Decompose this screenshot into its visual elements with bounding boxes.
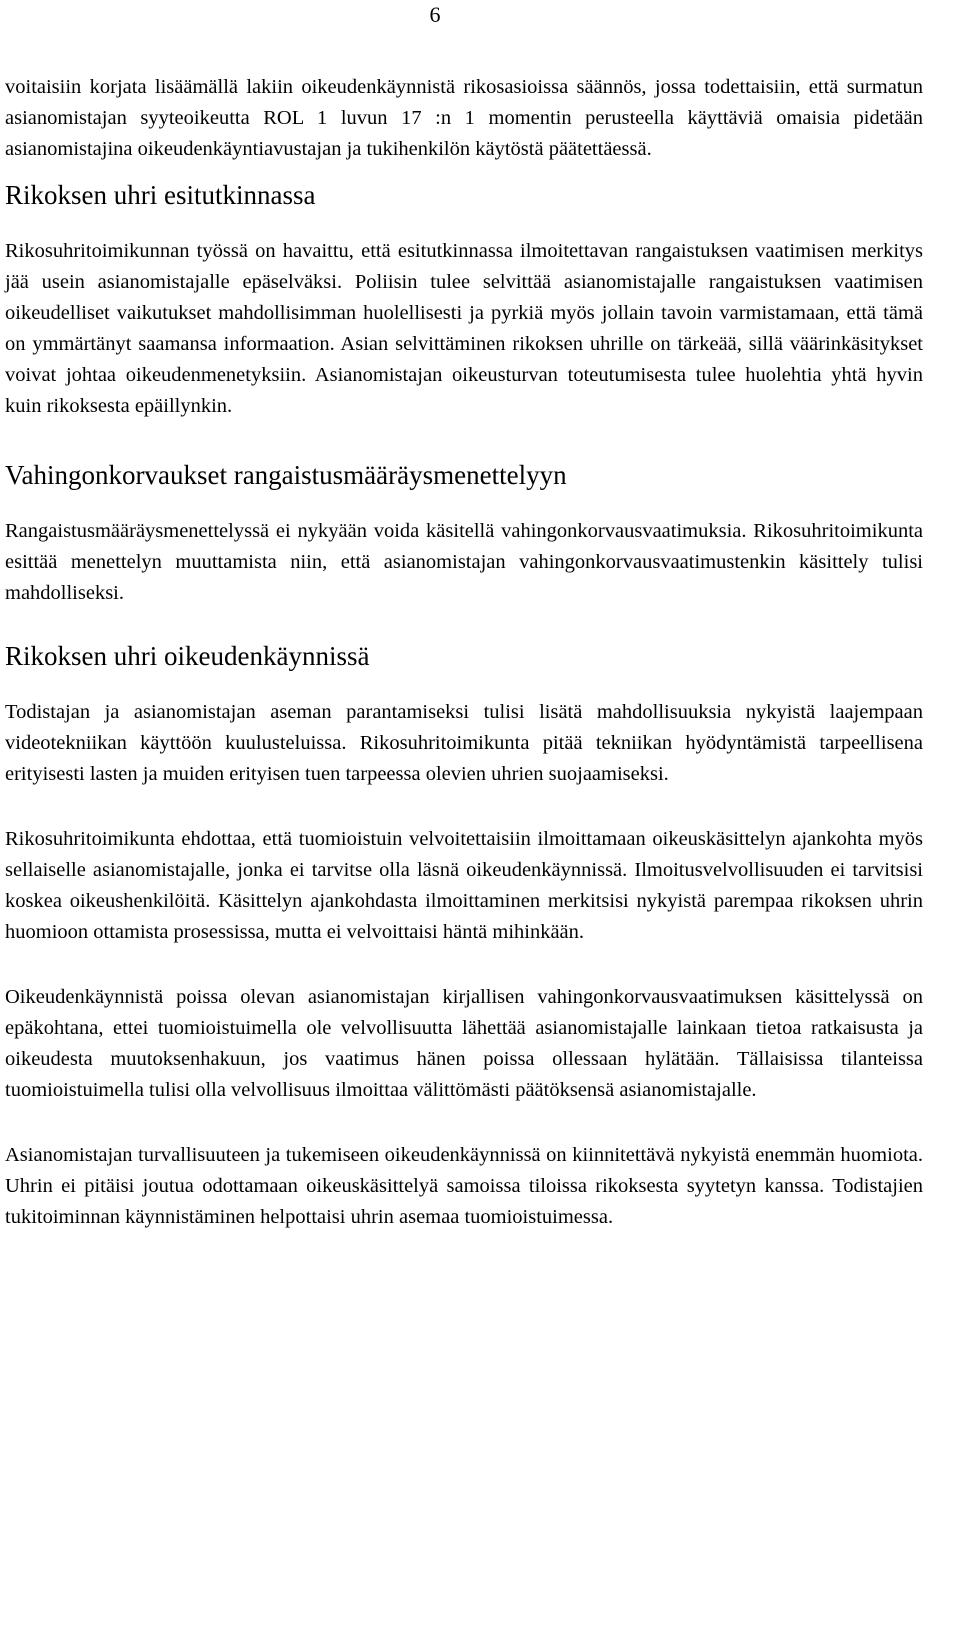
oikeudenkaynti-paragraph-1: Todistajan ja asianomistajan aseman parantamiseksi tulisi lisätä mahdollisuuksia nykyistä laajempaan videotekniikan käyttöön kuulusteluissa. Rikosuhritoimikunta pitää tekniikan hyödyntämistä tarpeellisena erityisesti lasten ja muiden erityisen tuen tarpeessa olevien uhrien suojaamiseksi. <box>5 701 923 785</box>
page-number: 6 <box>429 2 441 27</box>
section-heading-esitutkinta: Rikoksen uhri esitutkinnassa <box>5 180 316 210</box>
esitutkinta-paragraph: Rikosuhritoimikunnan työssä on havaittu, että esitutkinnassa ilmoitettavan rangaistuksen vaatimisen merkitys jää usein asianomistajalle epäselväksi. Poliisin tulee selvittää asianomistajalle rangaistuksen vaatimisen oikeudelliset vaikutukset mahdollisimman huolellisesti ja pyrkiä myös jollain tavoin varmistamaan, että tämä on ymmärtänyt saamansa informaation. Asian selvittäminen rikoksen uhrille on tärkeää, sillä väärinkäsitykset voivat johtaa oikeudenmenetyksiin. Asianomistajan oikeusturvan toteutumisesta tulee huolehtia yhtä hyvin kuin rikoksesta epäillynkin. <box>5 240 923 417</box>
section-heading-oikeudenkaynti: Rikoksen uhri oikeudenkäynnissä <box>5 641 370 671</box>
document-body <box>5 72 923 1233</box>
oikeudenkaynti-paragraph-4: Asianomistajan turvallisuuteen ja tukemiseen oikeudenkäynnissä on kiinnitettävä nykyistä enemmän huomiota. Uhrin ei pitäisi joutua odottamaan oikeuskäsittelyä samoissa tiloissa rikoksesta syytetyn kanssa. Todistajien tukitoiminnan käynnistäminen helpottaisi uhrin asemaa tuomioistuimessa. <box>5 1144 923 1228</box>
oikeudenkaynti-paragraph-3: Oikeudenkäynnistä poissa olevan asianomistajan kirjallisen vahingonkorvausvaatimuksen käsittelyssä on epäkohtana, ettei tuomioistuimella ole velvollisuutta lähettää asianomistajalle lainkaan tietoa ratkaisusta ja oikeudesta muutoksenhakuun, jos vaatimus hänen poissa ollessaan hylätään. Tällaisissa tilanteissa tuomioistuimella tulisi olla velvollisuus ilmoittaa välittömästi päätöksensä asianomistajalle. <box>5 986 923 1101</box>
oikeudenkaynti-paragraph-2: Rikosuhritoimikunta ehdottaa, että tuomioistuin velvoitettaisiin ilmoittamaan oikeuskäsittelyn ajankohta myös sellaiselle asianomistajalle, jonka ei tarvitse olla läsnä oikeudenkäynnissä. Ilmoitusvelvollisuuden ei tarvitsisi koskea oikeushenkilöitä. Käsittelyn ajankohdasta ilmoittaminen merkitsisi nykyistä parempaa rikoksen uhrin huomioon ottamista prosessissa, mutta ei velvoittaisi häntä mihinkään. <box>5 828 923 943</box>
section-heading-vahingonkorvaukset: Vahingonkorvaukset rangaistusmääräysmenettelyyn <box>5 460 567 490</box>
vahingonkorvaukset-paragraph: Rangaistusmääräysmenettelyssä ei nykyään voida käsitellä vahingonkorvausvaatimuksia. Rikosuhritoimikunta esittää menettelyn muuttamista niin, että asianomistajan vahingonkorvausvaatimustenkin käsittely tulisi mahdolliseksi. <box>5 520 923 604</box>
intro-paragraph: voitaisiin korjata lisäämällä lakiin oikeudenkäynnistä rikosasioissa säännös, jossa todettaisiin, että surmatun asianomistajan syyteoikeutta ROL 1 luvun 17 :n 1 momentin perusteella käyttäviä omaisia pidetään asianomistajina oikeudenkäyntiavustajan ja tukihenkilön käytöstä päätettäessä. <box>5 76 923 160</box>
